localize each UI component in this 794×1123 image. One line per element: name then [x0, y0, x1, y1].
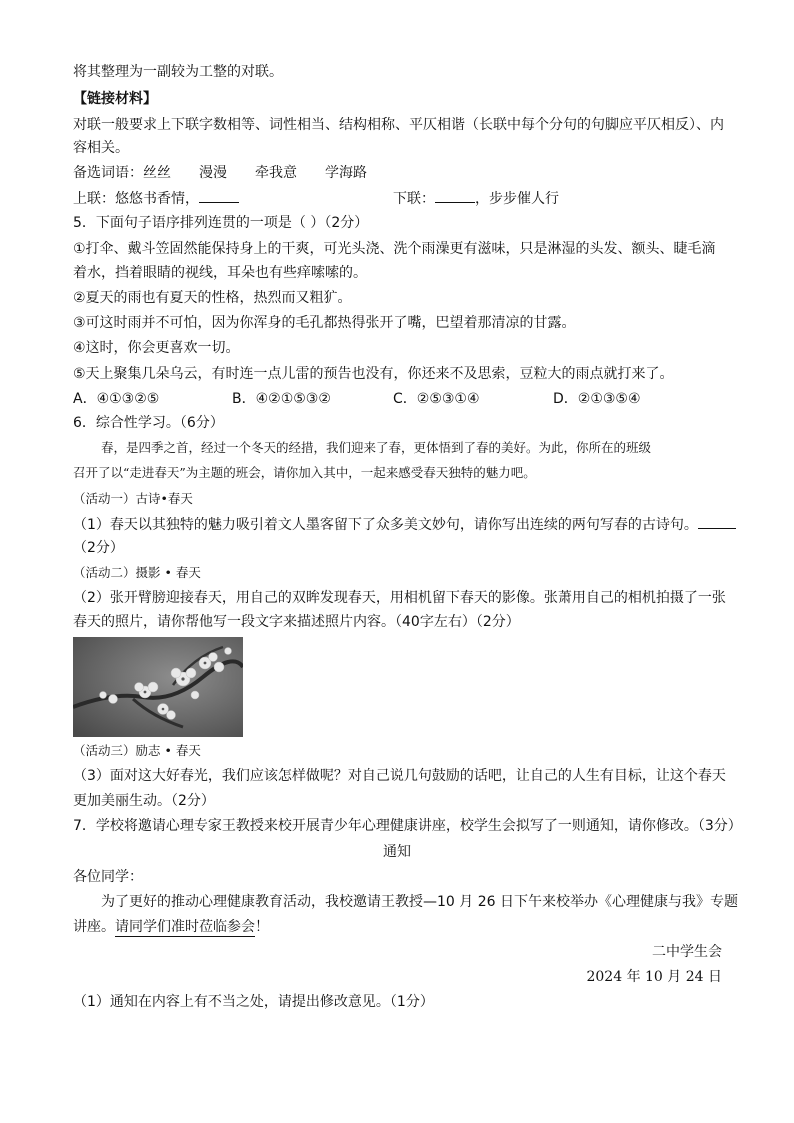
q5-option-c[interactable]: C．②⑤③①④: [393, 391, 480, 407]
q6-2-line-a: （2）张开臂膀迎接春天，用自己的双眸发现春天，用相机留下春天的影像。张萧用自己的相机拍摄了一张: [73, 590, 726, 606]
q5-option-a[interactable]: A．④①③②⑤: [73, 391, 160, 407]
q5-sentence-2: ②夏天的雨也有夏天的性格，热烈而又粗犷。: [73, 290, 352, 306]
blossom-image-icon: [73, 637, 243, 737]
word-bank-label: 备选词语：: [73, 165, 143, 181]
q6-1-line-a: （1）春天以其独特的魅力吸引着文人墨客留下了众多美文妙句，请你写出连续的两句写春的古诗句。: [73, 514, 723, 535]
link-text-line-1: 对联一般要求上下联字数相等、词性相当、结构相称、平仄相谐（长联中每个分句的句脚应平仄相反）、内: [73, 117, 724, 133]
q5-option-d[interactable]: D．②①③⑤④: [553, 391, 641, 407]
notice-signature: 二中学生会: [652, 944, 722, 960]
q6-3-line-a: （3）面对这大好春光，我们应该怎样做呢？对自己说几句鼓励的话吧，让自己的人生有目标，让这个春天: [73, 768, 726, 784]
word-bank-item: 学海路: [325, 165, 367, 181]
word-bank: [73, 163, 723, 183]
q5-sentence-3: ③可这时雨并不可怕，因为你浑身的毛孔都热得张开了嘴，巴望着那清凉的甘露。: [73, 315, 576, 331]
q6-2-line-b: 春天的照片，请你帮他写一段文字来描述照片内容。（40字左右）（2分）: [73, 614, 520, 630]
q6-1-answer-blank[interactable]: [698, 514, 736, 529]
spring-blossom-photo: [73, 637, 243, 737]
link-text-line-2: 容相关。: [73, 140, 129, 156]
notice-underlined-phrase: 请同学们准时莅临参会: [115, 919, 255, 935]
q5-sentence-5: ⑤天上聚集几朵乌云，有时连一点儿雷的预告也没有，你还来不及思索，豆粒大的雨点就打来了。: [73, 366, 674, 382]
q5-title: 5．下面句子语序排列连贯的一项是（ ）（2分）: [73, 215, 369, 231]
q5-option-b[interactable]: B．④②①⑤③②: [232, 391, 331, 407]
activity-1-label: （活动一）古诗•春天: [73, 491, 193, 506]
activity-2-label: （活动二）摄影 • 春天: [73, 565, 201, 580]
q7-1-prompt: （1）通知在内容上有不当之处，请提出修改意见。（1分）: [73, 994, 434, 1010]
notice-body-line-2: 讲座。请同学们准时莅临参会！: [73, 919, 269, 935]
couplet-line: [73, 188, 723, 209]
word-bank-item: 漫漫: [199, 165, 227, 181]
couplet-upper-blank[interactable]: [199, 188, 239, 203]
q5-sentence-1a: ①打伞、戴斗笠固然能保持身上的干爽，可光头浇、洗个雨澡更有滋味，只是淋湿的头发、额头、睫毛滴: [73, 241, 716, 257]
word-bank-item: 丝丝: [143, 165, 171, 181]
link-material-title: 【链接材料】: [73, 91, 157, 107]
q7-title: 7．学校将邀请心理专家王教授来校开展青少年心理健康讲座，校学生会拟写了一则通知，请你修改。（3分）: [73, 818, 742, 834]
q6-intro-line-1: 春，是四季之首，经过一个冬天的经措，我们迎来了春，更体悟到了春的美好。为此，你所在的班级: [101, 440, 652, 455]
notice-date: 2024 年 10 月 24 日: [586, 969, 722, 985]
couplet-lower: 下联： ，步步催人行: [393, 188, 559, 209]
q6-intro-line-2: 召开了以“走进春天”为主题的班会，请你加入其中，一起来感受春天独特的魅力吧。: [73, 465, 536, 480]
q6-1-line-b: （2分）: [73, 540, 124, 556]
notice-body-line-1: 为了更好的推动心理健康教育活动，我校邀请王教授—10 月 26 日下午来校举办《心理健康与我》专题: [101, 894, 738, 910]
intro-line: 将其整理为一副较为工整的对联。: [73, 64, 283, 80]
q6-title: 6．综合性学习。（6分）: [73, 415, 224, 431]
q5-sentence-4: ④这时，你会更喜欢一切。: [73, 340, 240, 356]
notice-greeting: 各位同学：: [73, 869, 143, 885]
q5-sentence-1b: 着水，挡着眼睛的视线，耳朵也有些痒嗦嗦的。: [73, 265, 367, 281]
word-bank-item: 牵我意: [255, 165, 297, 181]
q6-3-line-b: 更加美丽生动。（2分）: [73, 793, 215, 809]
activity-3-label: （活动三）励志 • 春天: [73, 743, 201, 758]
couplet-upper: 上联：悠悠书香情，: [73, 191, 199, 207]
couplet-lower-blank[interactable]: [435, 188, 475, 203]
notice-title: 通知: [383, 844, 411, 860]
